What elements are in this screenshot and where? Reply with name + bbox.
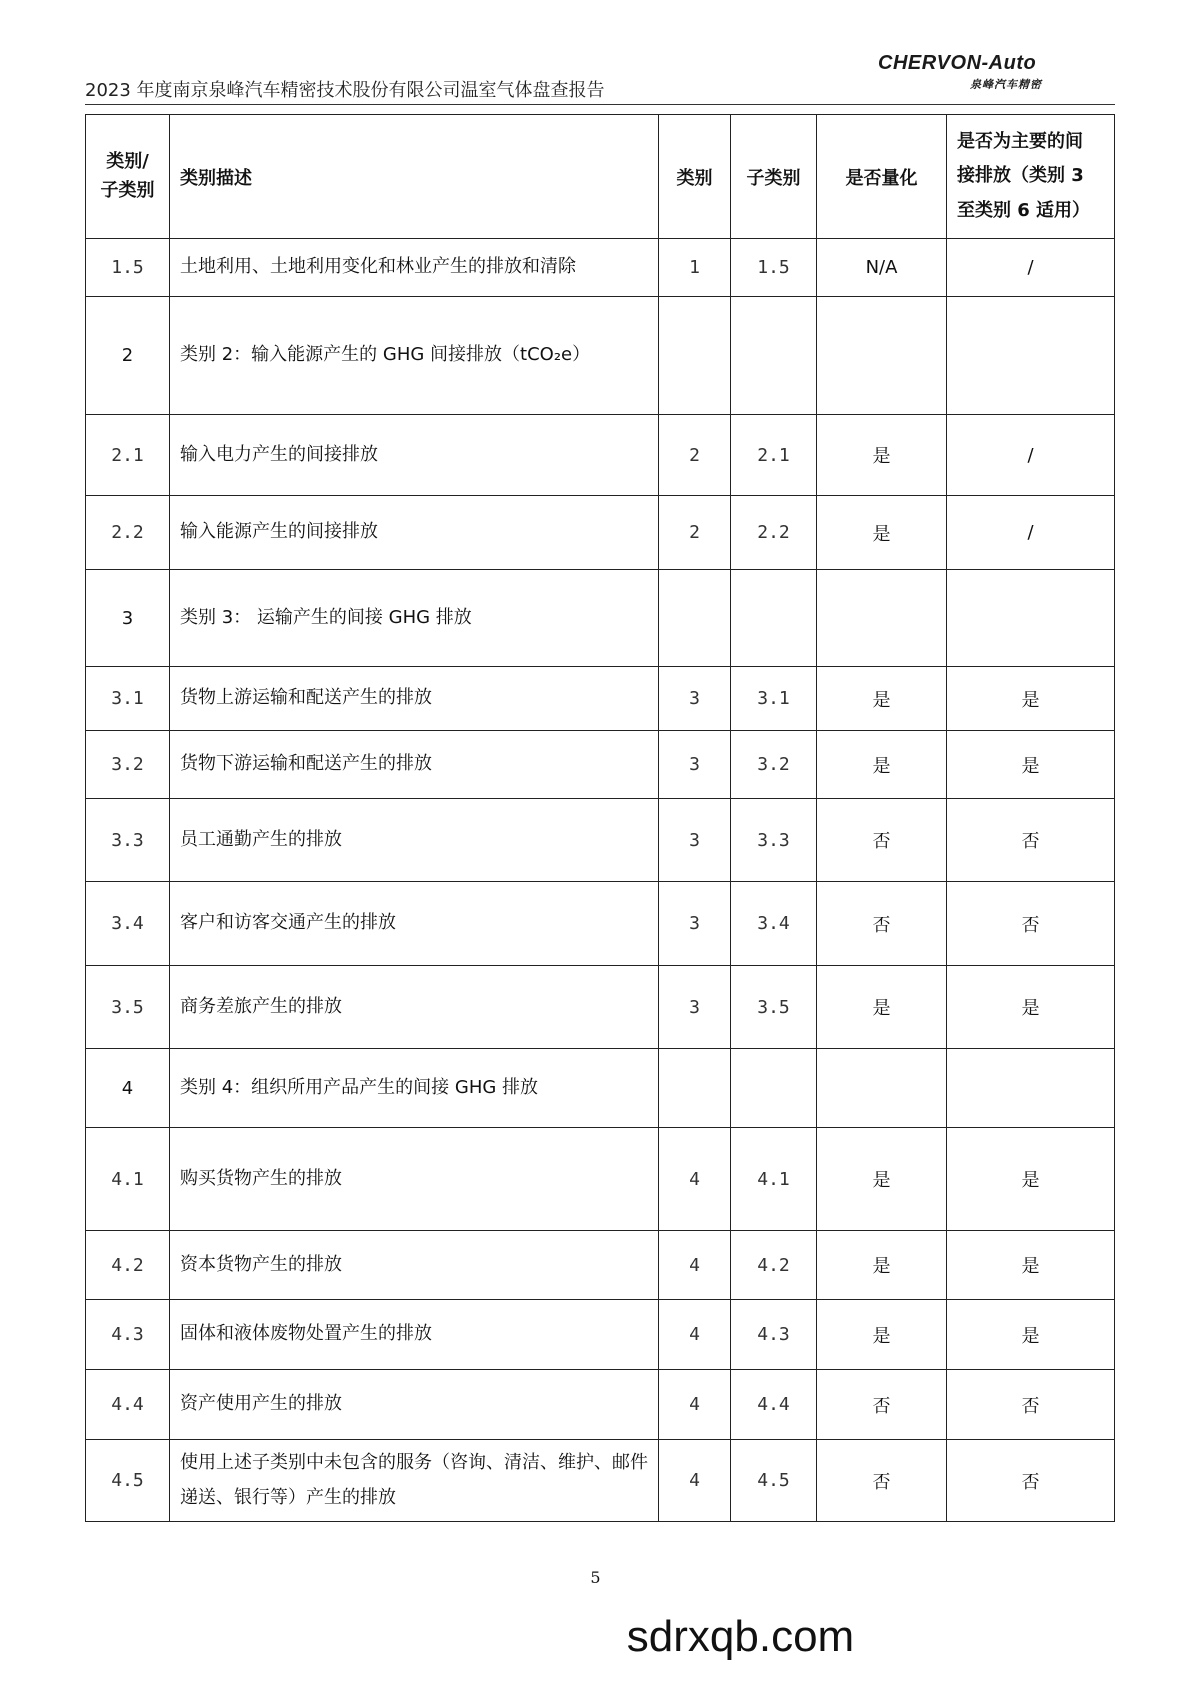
cell-category: 3 [659, 731, 731, 799]
cell-quantified: 否 [817, 1370, 947, 1440]
cell-code: 1.5 [86, 239, 170, 297]
column-header-quantified: 是否量化 [817, 115, 947, 239]
table-row [86, 1128, 1115, 1231]
cell-category: 4 [659, 1370, 731, 1440]
logo-wordmark: CHERVON-Auto [878, 52, 1037, 74]
cell-category: 4 [659, 1128, 731, 1231]
cell-category [659, 297, 731, 415]
cell-quantified: 是 [817, 1128, 947, 1231]
cell-description: 土地利用、土地利用变化和林业产生的排放和清除 [170, 239, 659, 297]
table-header-row [86, 115, 1115, 239]
cell-description: 员工通勤产生的排放 [170, 799, 659, 882]
cell-quantified: 是 [817, 966, 947, 1049]
company-logo [878, 52, 1078, 94]
report-title: 2023 年度南京泉峰汽车精密技术股份有限公司温室气体盘查报告 [85, 80, 605, 101]
cell-description: 货物下游运输和配送产生的排放 [170, 731, 659, 799]
cell-description: 类别 3： 运输产生的间接 GHG 排放 [170, 570, 659, 667]
table-row [86, 731, 1115, 799]
cell-description: 购买货物产生的排放 [170, 1128, 659, 1231]
cell-major-indirect: 是 [947, 667, 1115, 731]
cell-category: 3 [659, 799, 731, 882]
cell-subcategory [731, 570, 817, 667]
cell-category: 3 [659, 667, 731, 731]
cell-subcategory: 3.5 [731, 966, 817, 1049]
cell-subcategory: 2.2 [731, 496, 817, 570]
cell-code: 3.2 [86, 731, 170, 799]
cell-major-indirect: 否 [947, 799, 1115, 882]
cell-subcategory: 4.1 [731, 1128, 817, 1231]
table-row [86, 570, 1115, 667]
column-header-major-indirect: 是否为主要的间 接排放（类别 3 至类别 6 适用） [947, 115, 1115, 239]
watermark: sdrxqb.com [626, 1612, 855, 1661]
cell-category: 3 [659, 882, 731, 966]
cell-major-indirect [947, 297, 1115, 415]
cell-code: 3.3 [86, 799, 170, 882]
cell-code: 4.2 [86, 1231, 170, 1300]
table-row [86, 966, 1115, 1049]
cell-major-indirect: / [947, 415, 1115, 496]
cell-subcategory: 3.4 [731, 882, 817, 966]
header-divider [85, 104, 1115, 105]
cell-category: 4 [659, 1440, 731, 1522]
cell-description: 固体和液体废物处置产生的排放 [170, 1300, 659, 1370]
cell-description: 商务差旅产生的排放 [170, 966, 659, 1049]
cell-subcategory [731, 1049, 817, 1128]
cell-major-indirect: 否 [947, 1440, 1115, 1522]
cell-code: 2.2 [86, 496, 170, 570]
cell-category: 4 [659, 1300, 731, 1370]
table-row [86, 297, 1115, 415]
cell-quantified: 否 [817, 1440, 947, 1522]
cell-major-indirect: / [947, 496, 1115, 570]
cell-quantified: 是 [817, 667, 947, 731]
cell-major-indirect [947, 1049, 1115, 1128]
cell-subcategory: 3.3 [731, 799, 817, 882]
logo-chinese-name: 泉峰汽车精密 [970, 78, 1042, 91]
emission-category-table [85, 114, 1115, 1522]
cell-quantified: 是 [817, 1300, 947, 1370]
cell-quantified [817, 570, 947, 667]
cell-quantified: 是 [817, 415, 947, 496]
cell-category [659, 570, 731, 667]
column-header-code: 类别/ 子类别 [86, 115, 170, 239]
cell-subcategory: 3.1 [731, 667, 817, 731]
cell-code: 3.4 [86, 882, 170, 966]
cell-subcategory: 4.4 [731, 1370, 817, 1440]
cell-code: 4.3 [86, 1300, 170, 1370]
cell-quantified: 是 [817, 496, 947, 570]
cell-description: 使用上述子类别中未包含的服务（咨询、清洁、维护、邮件递送、银行等）产生的排放 [170, 1440, 659, 1522]
cell-major-indirect: 是 [947, 1128, 1115, 1231]
cell-subcategory: 4.5 [731, 1440, 817, 1522]
cell-quantified: 否 [817, 799, 947, 882]
cell-description: 资本货物产生的排放 [170, 1231, 659, 1300]
table-row [86, 1231, 1115, 1300]
cell-category [659, 1049, 731, 1128]
cell-code: 4.1 [86, 1128, 170, 1231]
cell-quantified: N/A [817, 239, 947, 297]
cell-quantified: 是 [817, 1231, 947, 1300]
table-row [86, 239, 1115, 297]
cell-major-indirect: 是 [947, 1231, 1115, 1300]
cell-category: 3 [659, 966, 731, 1049]
column-header-description: 类别描述 [170, 115, 659, 239]
cell-major-indirect: 否 [947, 1370, 1115, 1440]
page-number: 5 [590, 1568, 601, 1587]
cell-code: 4.5 [86, 1440, 170, 1522]
cell-description: 类别 2：输入能源产生的 GHG 间接排放（tCO₂e） [170, 297, 659, 415]
cell-description: 资产使用产生的排放 [170, 1370, 659, 1440]
cell-description: 客户和访客交通产生的排放 [170, 882, 659, 966]
cell-subcategory: 3.2 [731, 731, 817, 799]
cell-quantified: 否 [817, 882, 947, 966]
cell-code: 2 [86, 297, 170, 415]
table-row [86, 415, 1115, 496]
cell-code: 3.5 [86, 966, 170, 1049]
cell-code: 4.4 [86, 1370, 170, 1440]
table-row [86, 799, 1115, 882]
column-header-subcategory: 子类别 [731, 115, 817, 239]
table-row [86, 496, 1115, 570]
cell-category: 4 [659, 1231, 731, 1300]
cell-subcategory [731, 297, 817, 415]
cell-quantified: 是 [817, 731, 947, 799]
table-row [86, 1049, 1115, 1128]
cell-code: 2.1 [86, 415, 170, 496]
cell-subcategory: 1.5 [731, 239, 817, 297]
cell-category: 2 [659, 496, 731, 570]
table-row [86, 882, 1115, 966]
cell-major-indirect [947, 570, 1115, 667]
cell-quantified [817, 1049, 947, 1128]
table-row [86, 667, 1115, 731]
cell-major-indirect: 是 [947, 731, 1115, 799]
cell-subcategory: 2.1 [731, 415, 817, 496]
cell-code: 3.1 [86, 667, 170, 731]
cell-quantified [817, 297, 947, 415]
cell-description: 类别 4：组织所用产品产生的间接 GHG 排放 [170, 1049, 659, 1128]
cell-major-indirect: 是 [947, 966, 1115, 1049]
cell-code: 3 [86, 570, 170, 667]
cell-subcategory: 4.3 [731, 1300, 817, 1370]
cell-major-indirect: 否 [947, 882, 1115, 966]
cell-major-indirect: 是 [947, 1300, 1115, 1370]
cell-subcategory: 4.2 [731, 1231, 817, 1300]
cell-category: 1 [659, 239, 731, 297]
table-row [86, 1370, 1115, 1440]
table-row [86, 1300, 1115, 1370]
cell-category: 2 [659, 415, 731, 496]
cell-code: 4 [86, 1049, 170, 1128]
column-header-category: 类别 [659, 115, 731, 239]
cell-description: 货物上游运输和配送产生的排放 [170, 667, 659, 731]
cell-description: 输入能源产生的间接排放 [170, 496, 659, 570]
cell-major-indirect: / [947, 239, 1115, 297]
cell-description: 输入电力产生的间接排放 [170, 415, 659, 496]
table-row [86, 1440, 1115, 1522]
